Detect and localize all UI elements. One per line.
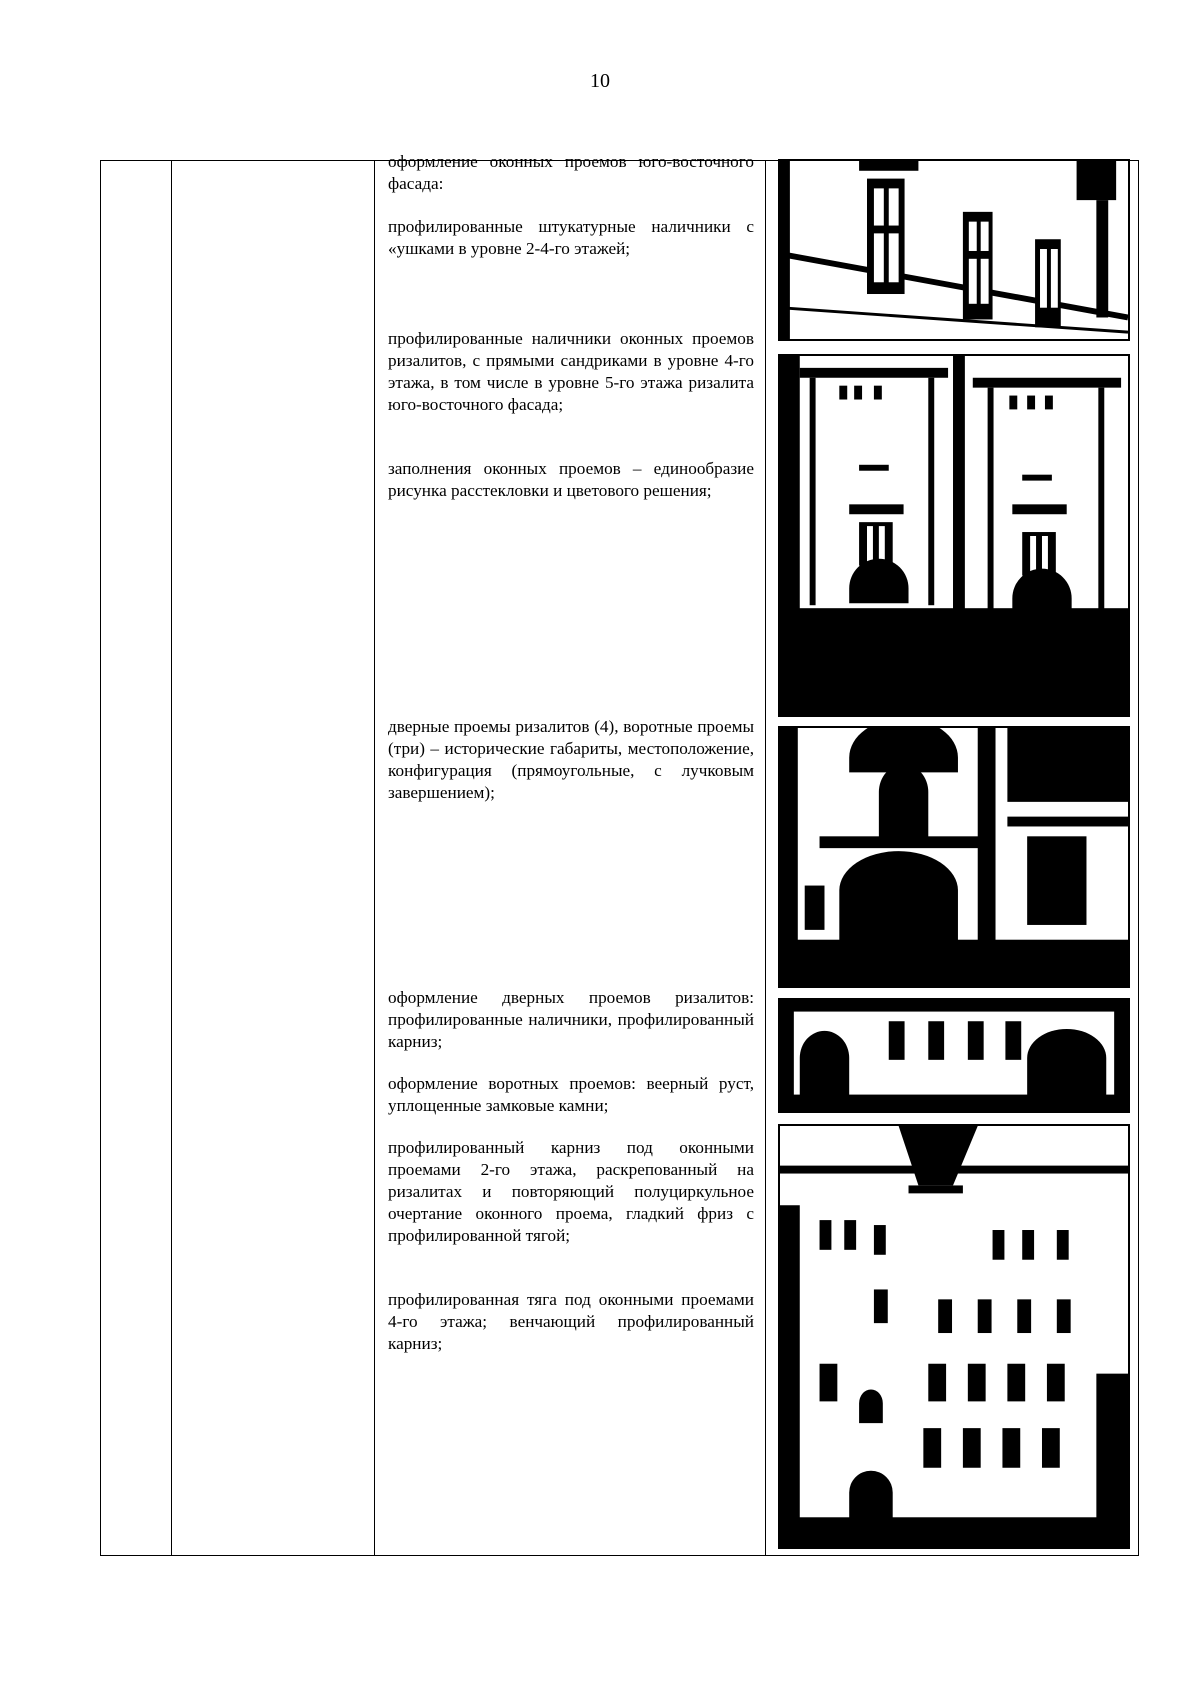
column-divider xyxy=(171,161,172,1555)
description-column xyxy=(388,152,754,1555)
paragraph-door-design: оформление дверных проемов ризалитов: профилированные наличники, профилированный карниз; xyxy=(388,988,754,1051)
facade-photo-risalits xyxy=(778,354,1130,717)
paragraph-window-design: оформление оконных проемов юго-восточного фасада: xyxy=(388,152,754,193)
facade-photo-upper-windows xyxy=(778,159,1130,341)
paragraph-door-openings: дверные проемы ризалитов (4), воротные проемы (три) – исторические габариты, местоположение, конфигурация (прямоугольные, с лучковым завершением); xyxy=(388,717,754,802)
facade-photo-door-openings xyxy=(778,726,1130,988)
paragraph-window-fillings: заполнения оконных проемов – единообразие рисунка расстекловки и цветового решения; xyxy=(388,459,754,500)
column-divider xyxy=(765,161,766,1555)
page-number: 10 xyxy=(590,70,610,92)
paragraph-cornice-2nd-floor: профилированный карниз под оконными проемами 2-го этажа, раскрепованный на ризалитах и повторяющий полуциркульное очертание оконного проема, гладкий фриз с профилированной тягой; xyxy=(388,1138,754,1245)
facade-photo-full xyxy=(778,1124,1130,1549)
paragraph-risalit-casings: профилированные наличники оконных проемов ризалитов, с прямыми сандриками в уровне 4-го этажа, в том числе в уровне 5-го этажа ризалита юго-восточного фасада; xyxy=(388,329,754,414)
paragraph-plaster-casings: профилированные штукатурные наличники с «ушками в уровне 2-4-го этажей; xyxy=(388,217,754,258)
column-divider xyxy=(374,161,375,1555)
paragraph-gate-design: оформление воротных проемов: веерный руст, уплощенные замковые камни; xyxy=(388,1074,754,1115)
document-table xyxy=(100,152,1139,1556)
paragraph-cornice-4th-floor: профилированная тяга под оконными проемами 4-го этажа; венчающий профилированный карниз; xyxy=(388,1290,754,1353)
facade-photo-gates xyxy=(778,998,1130,1113)
